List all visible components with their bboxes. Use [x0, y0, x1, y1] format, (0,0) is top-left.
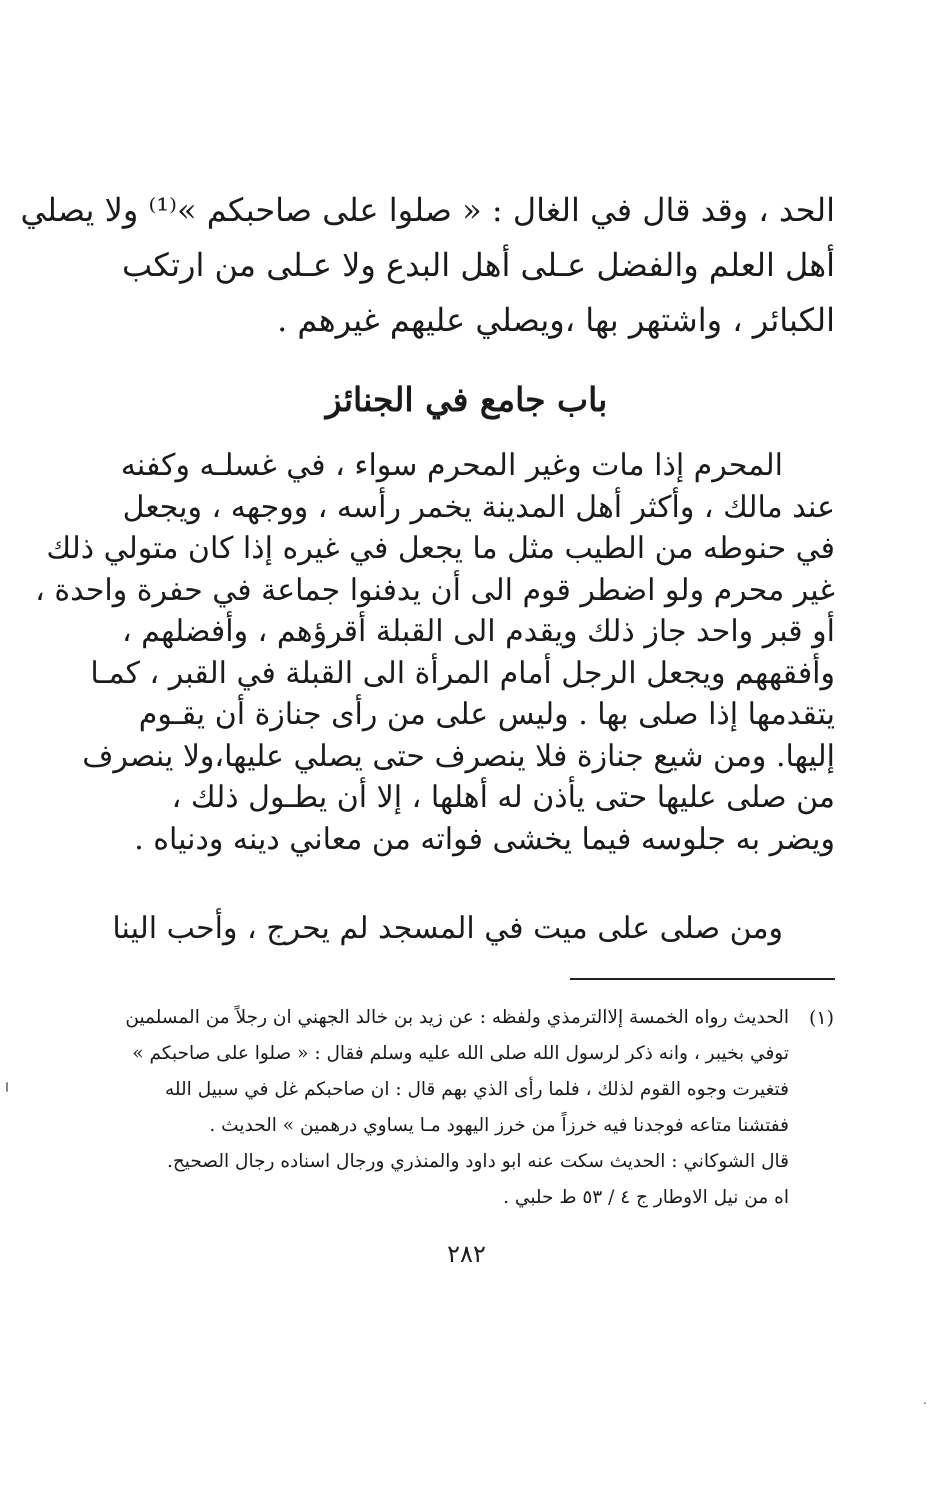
- footnote-line: توفي بخيبر ، وانه ذكر لرسول الله صلى الله عليه وسلم فقال : « صلوا على صاحبكم »: [132, 1043, 789, 1064]
- main-line: ويضر به جلوسه فيما يخشى فواته من معاني دينه ودنياه .: [134, 821, 835, 857]
- main-line: غير محرم ولو اضطر قوم الى أن يدفنوا جماعة في حفرة واحدة ،: [35, 572, 835, 608]
- main-line: وأفقههم ويجعل الرجل أمام المرأة الى القبلة في القبر ، كمـا: [90, 655, 835, 691]
- scan-speck: [924, 1402, 926, 1404]
- main-line: المحرم إذا مات وغير المحرم سواء ، في غسلـه وكفنه: [120, 448, 783, 483]
- footnote-line: اه من نيل الاوطار ج ٤ / ٥٣ ط حلبي .: [503, 1187, 789, 1208]
- chapter-heading: باب جامع في الجنائز: [325, 380, 608, 419]
- intro-line: أهل العلم والفضل عـلى أهل البدع ولا عـلى من ارتكب: [122, 246, 835, 284]
- footnote: [100, 1000, 835, 1216]
- closing-paragraph: [100, 905, 835, 953]
- main-paragraph: [35, 445, 835, 860]
- page-number: ٢٨٢: [447, 1240, 486, 1268]
- footnote-line: ففتشنا متاعه فوجدنا فيه خرزاً من خرز اليهود مـا يساوي درهمين » الحديث .: [209, 1115, 789, 1136]
- main-line: عند مالك ، وأكثر أهل المدينة يخمر رأسه ، ووجهه ، ويجعل: [122, 489, 835, 525]
- footnote-line: فتغيرت وجوه القوم لذلك ، فلما رأى الذي بهم قال : ان صاحبكم غل في سبيل الله: [165, 1079, 789, 1100]
- intro-line: الكبائر ، واشتهر بها ،ويصلي عليهم غيرهم .: [277, 301, 835, 339]
- main-line: إليها. ومن شيع جنازة فلا ينصرف حتى يصلي عليها،ولا ينصرف: [82, 738, 835, 774]
- footnote-divider: [570, 978, 835, 980]
- closing-line: ومن صلى على ميت في المسجد لم يحرج ، وأحب الينا: [112, 911, 783, 946]
- footnote-line: قال الشوكاني : الحديث سكت عنه ابو داود والمنذري ورجال اسناده رجال الصحيح.: [166, 1151, 789, 1172]
- main-line: يتقدمها إذا صلى بها . وليس على من رأى جنازة أن يقـوم: [138, 697, 835, 732]
- main-line: أو قبر واحد جاز ذلك ويقدم الى القبلة أقرؤهم ، وأفضلهم ،: [121, 614, 835, 649]
- scan-speck: [6, 1082, 8, 1092]
- intro-paragraph: [20, 183, 835, 348]
- intro-line: الحد ، وقد قال في الغال : « صلوا على صاحبكم »⁽¹⁾ ولا يصلي: [20, 191, 835, 229]
- main-line: في حنوطه من الطيب مثل ما يجعل في غيره إذا كان متولي ذلك: [46, 531, 835, 566]
- footnote-marker: (١): [808, 1007, 834, 1029]
- main-line: من صلى عليها حتى يأذن له أهلها ، إلا أن يطـول ذلك ،: [171, 780, 835, 815]
- footnote-line: الحديث رواه الخمسة إلاالترمذي ولفظه : عن زيد بن خالد الجهني ان رجلاً من المسلمين: [125, 1007, 789, 1028]
